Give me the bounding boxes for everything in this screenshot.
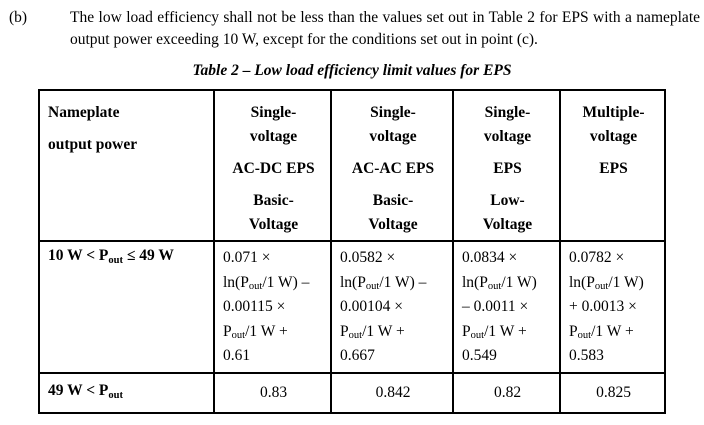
limit-value-ac-ac: 0.842: [331, 373, 453, 413]
header-line: Multiple- voltage: [582, 104, 645, 145]
header-single-voltage-ac-ac-eps: [331, 90, 453, 241]
formula-low-voltage-eps: 0.0834 × $\ln(P_{out}/1$ W) – 0.0011 × $P_{out}/1$ W + 0.549: [453, 241, 560, 373]
header-line: AC-DC EPS: [232, 160, 315, 177]
formula-ac-ac-basic-voltage: 0.0582 × $\ln(P_{out}/1$ W) – 0.00104 × $P_{out}/1$ W + 0.667: [331, 241, 453, 373]
table-2-low-load-efficiency-limits: [38, 89, 666, 414]
header-line: EPS: [599, 160, 628, 177]
header-line: Low- Voltage: [482, 192, 533, 233]
limit-value-ac-dc: 0.83: [214, 373, 331, 413]
limit-value-multiple-voltage: 0.825: [560, 373, 665, 413]
header-line: Nameplate: [48, 104, 120, 121]
row-range-label: 49 $W < P_{out}$: [39, 373, 214, 413]
header-line: Single- voltage: [369, 104, 417, 145]
row-range-label: 10 $W < P_{out} \le 49$ W: [39, 241, 214, 373]
header-multiple-voltage-eps: [560, 90, 665, 241]
table-caption: Table 2 – Low load efficiency limit values for EPS: [192, 62, 512, 79]
clause-b: [0, 0, 704, 51]
clause-text: The low load efficiency shall not be less than the values set out in Table 2 for EPS with a nameplate output power exceeding 10 W, except for the conditions set out in point (c).: [70, 9, 700, 48]
header-line: Basic- Voltage: [368, 192, 418, 233]
header-line: Single- voltage: [249, 104, 298, 145]
header-line: EPS: [493, 160, 522, 177]
header-line: output power: [48, 136, 138, 153]
header-row: [39, 90, 665, 241]
header-single-voltage-low-voltage-eps: [453, 90, 560, 241]
header-line: Single- voltage: [483, 104, 532, 145]
header-line: AC-AC EPS: [351, 160, 435, 177]
header-line: Basic- Voltage: [248, 192, 299, 233]
header-single-voltage-ac-dc-eps: [214, 90, 331, 241]
formula-multiple-voltage-eps: 0.0782 × $\ln(P_{out}/1$ W) + 0.0013 × $P_{out}/1$ W + 0.583: [560, 241, 665, 373]
row-10w-to-49w: [39, 241, 665, 373]
header-nameplate-output-power: [39, 90, 214, 241]
limit-value-low-voltage: 0.82: [453, 373, 560, 413]
clause-label: (b): [9, 9, 28, 26]
formula-ac-dc-basic-voltage: 0.071 × $\ln(P_{out}/1$ W) – 0.00115 × $P_{out}/1$ W + 0.61: [214, 241, 331, 373]
row-above-49w: [39, 373, 665, 413]
